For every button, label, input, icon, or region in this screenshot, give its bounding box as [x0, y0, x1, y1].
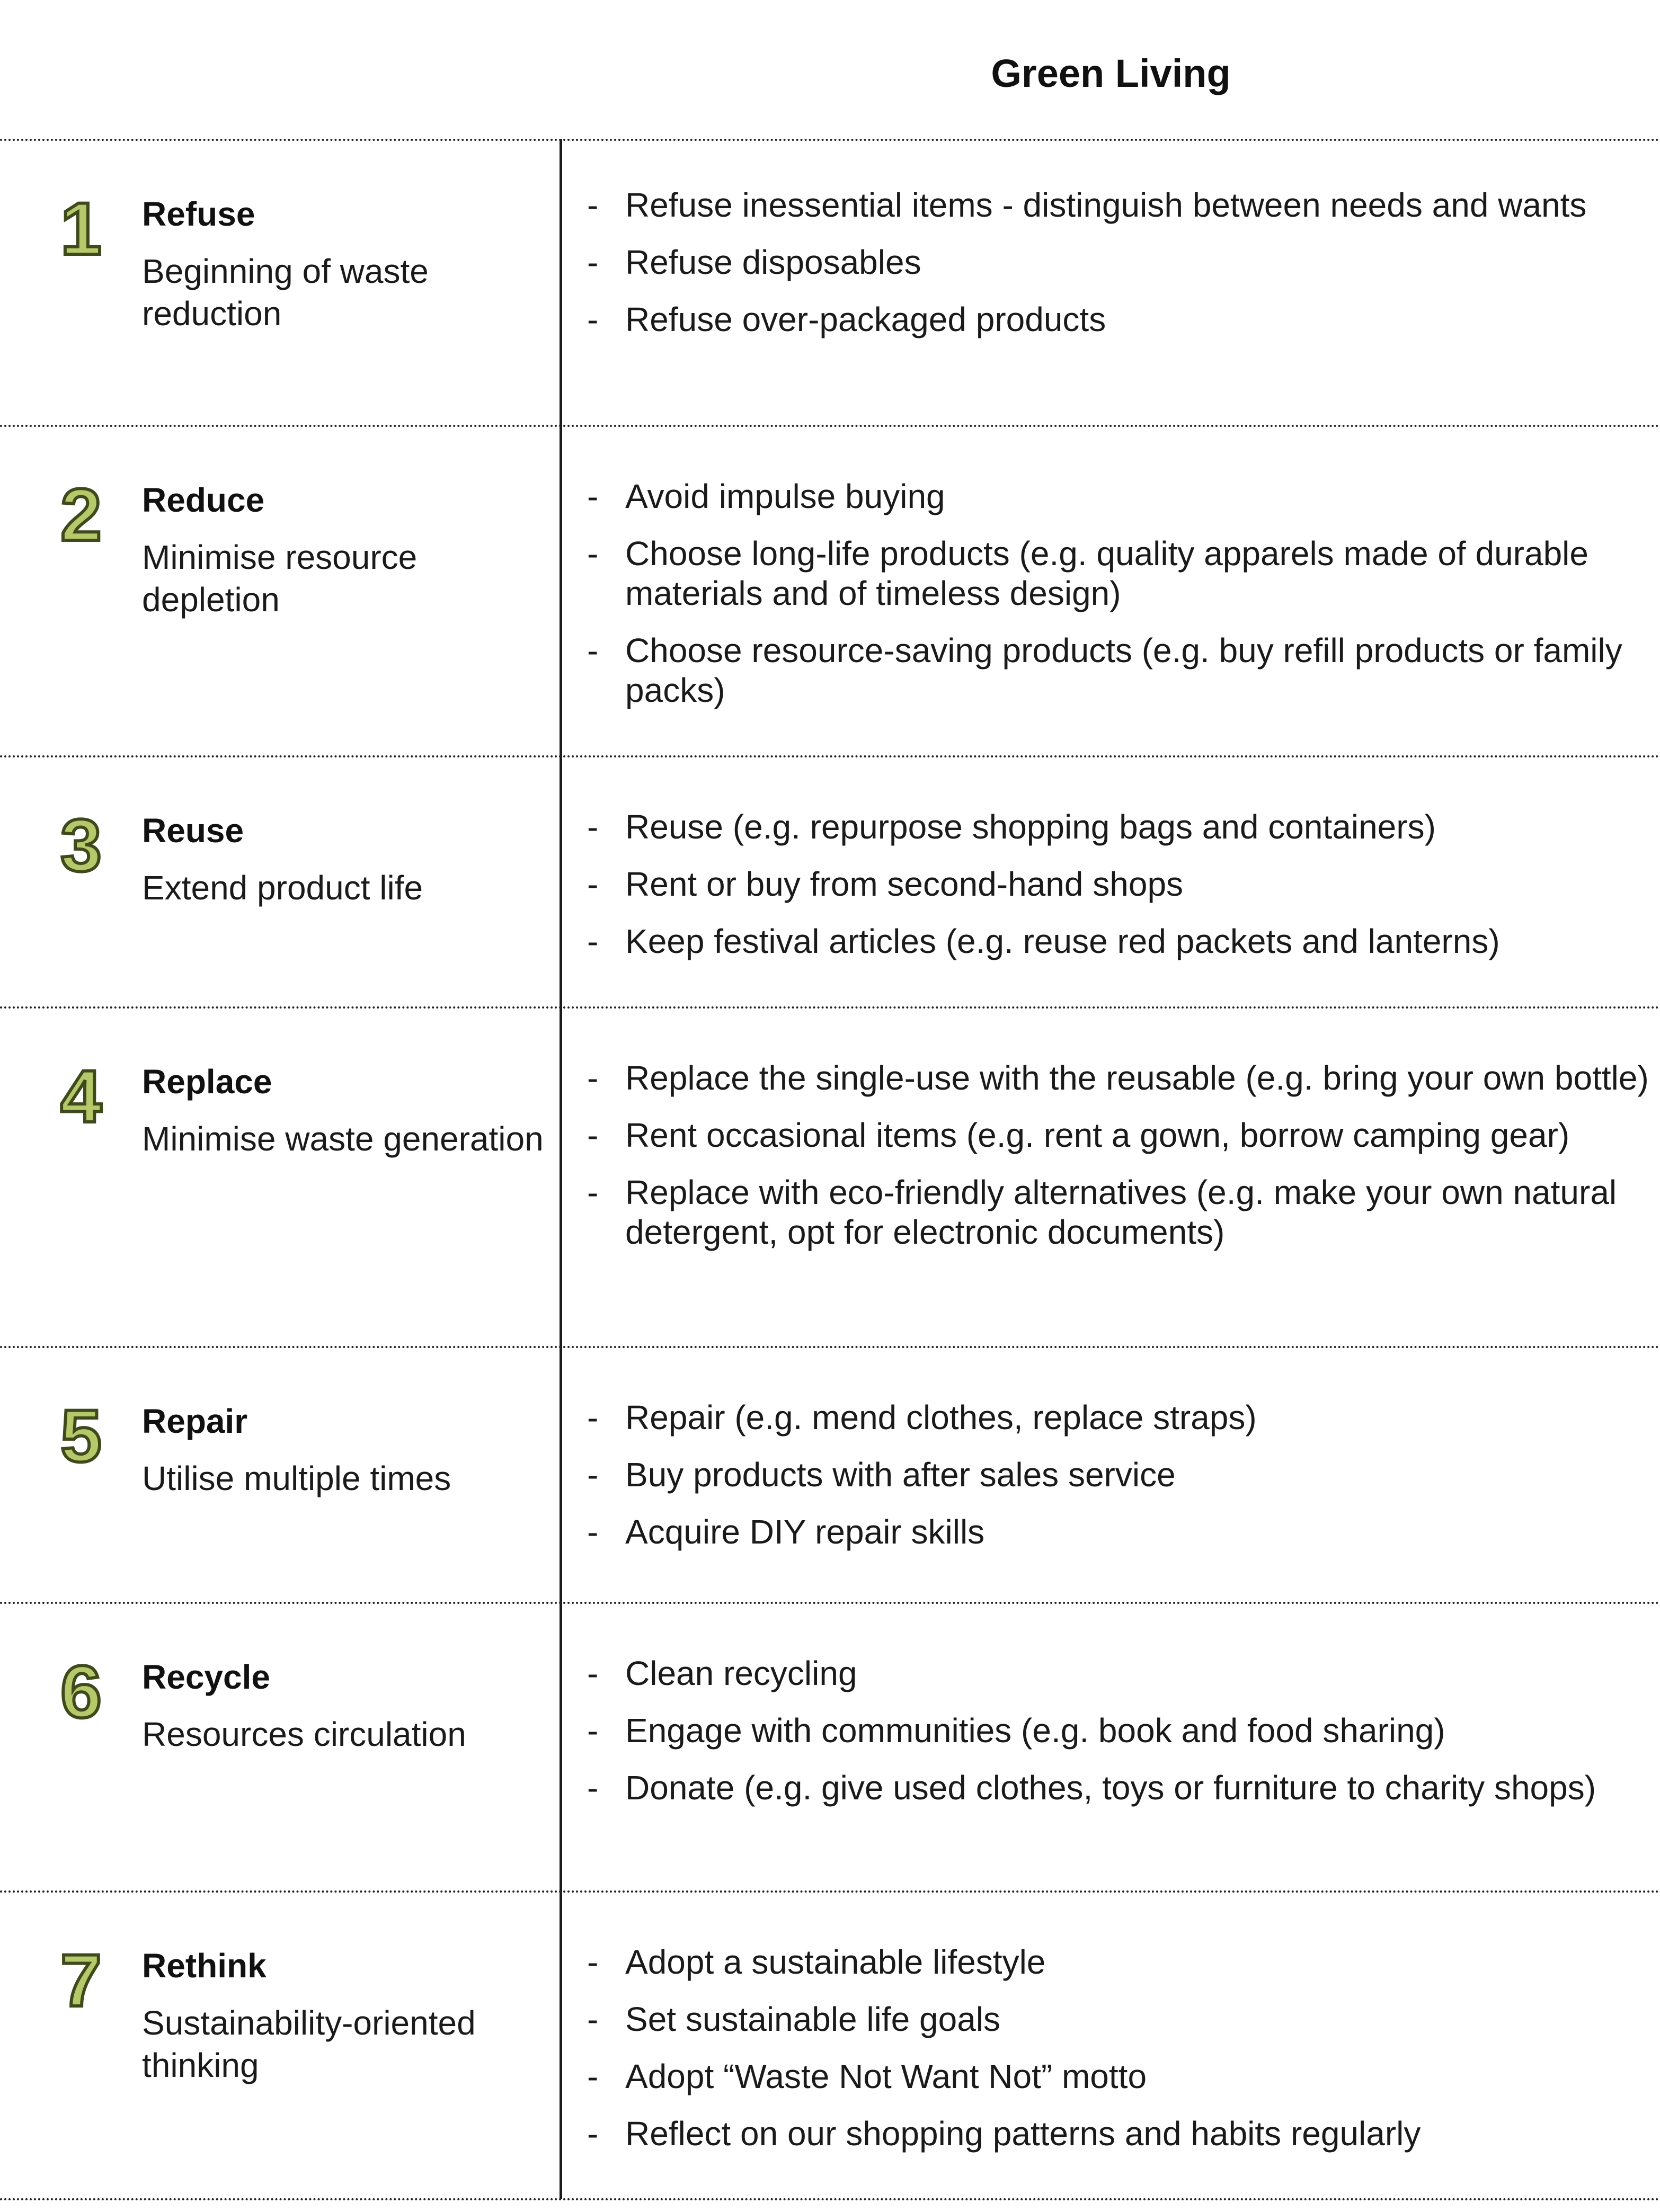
row-separator [0, 1890, 1660, 1893]
step-number: 7 [60, 1939, 102, 2022]
list-item: - Adopt a sustainable lifestyle [587, 1943, 1046, 1981]
step-subtitle: Extend product life [142, 869, 423, 907]
step-subtitle: Resources circulation [142, 1715, 466, 1753]
step-title: Refuse [142, 195, 255, 233]
list-item: - Rent or buy from second-hand shops [587, 865, 1184, 903]
step-title: Recycle [142, 1658, 270, 1696]
step-number: 5 [60, 1394, 102, 1477]
step-subtitle: Minimise resource depletion [142, 538, 418, 619]
list-item: - Adopt “Waste Not Want Not” motto [587, 2057, 1147, 2095]
action-list [587, 185, 1652, 357]
list-item: - Rent occasional items (e.g. rent a gown, borrow camping gear) [587, 1116, 1570, 1154]
step-number: 4 [60, 1055, 102, 1138]
step-subtitle: Beginning of waste reduction [142, 252, 429, 333]
row-separator [0, 755, 1660, 757]
step-number: 6 [60, 1650, 102, 1733]
list-item: - Reuse (e.g. repurpose shopping bags and containers) [587, 808, 1436, 846]
list-item: - Choose resource-saving products (e.g. buy refill products or family packs) [587, 631, 1622, 709]
list-item: - Replace the single-use with the reusable (e.g. bring your own bottle) [587, 1059, 1649, 1097]
action-list [587, 807, 1652, 979]
list-item: - Refuse disposables [587, 243, 921, 281]
list-item: - Choose long-life products (e.g. quality apparels made of durable materials and of timeless design) [587, 534, 1588, 612]
step-title: Reuse [142, 811, 244, 850]
list-item: - Avoid impulse buying [587, 477, 945, 515]
action-list [587, 477, 1652, 728]
list-item: - Repair (e.g. mend clothes, replace straps) [587, 1398, 1257, 1437]
step-title: Rethink [142, 1947, 267, 1985]
list-item: - Keep festival articles (e.g. reuse red packets and lanterns) [587, 922, 1500, 960]
list-item: - Set sustainable life goals [587, 2000, 1000, 2038]
step-number: 2 [60, 473, 102, 556]
list-item: - Refuse inessential items - distinguish between needs and wants [587, 186, 1587, 224]
step-subtitle: Utilise multiple times [142, 1459, 451, 1497]
action-list [587, 1654, 1652, 1825]
step-number: 1 [60, 187, 102, 270]
action-list [587, 1058, 1652, 1270]
step-subtitle: Minimise waste generation [142, 1120, 544, 1158]
list-item: - Engage with communities (e.g. book and food sharing) [587, 1711, 1445, 1750]
list-item: - Replace with eco-friendly alternatives (e.g. make your own natural detergent, opt for electronic documents) [587, 1173, 1617, 1251]
list-item: - Refuse over-packaged products [587, 300, 1106, 338]
action-list [587, 1398, 1652, 1569]
list-item: - Donate (e.g. give used clothes, toys or furniture to charity shops) [587, 1769, 1596, 1807]
step-title: Reduce [142, 481, 265, 519]
page-title: Green Living [991, 51, 1231, 95]
header [0, 0, 1660, 139]
action-list [587, 1942, 1652, 2171]
list-item: - Buy products with after sales service [587, 1456, 1176, 1494]
row-separator [0, 2198, 1660, 2200]
step-subtitle: Sustainability-oriented thinking [142, 2004, 476, 2084]
step-number: 3 [60, 804, 102, 887]
list-item: - Acquire DIY repair skills [587, 1513, 985, 1551]
row-separator [0, 1006, 1660, 1009]
list-item: - Clean recycling [587, 1654, 857, 1692]
list-item: - Reflect on our shopping patterns and habits regularly [587, 2115, 1421, 2153]
step-title: Repair [142, 1402, 248, 1440]
row-separator [0, 1346, 1660, 1348]
step-title: Replace [142, 1063, 272, 1101]
row-separator [0, 1602, 1660, 1604]
row-separator [0, 139, 1660, 141]
row-separator [0, 425, 1660, 427]
